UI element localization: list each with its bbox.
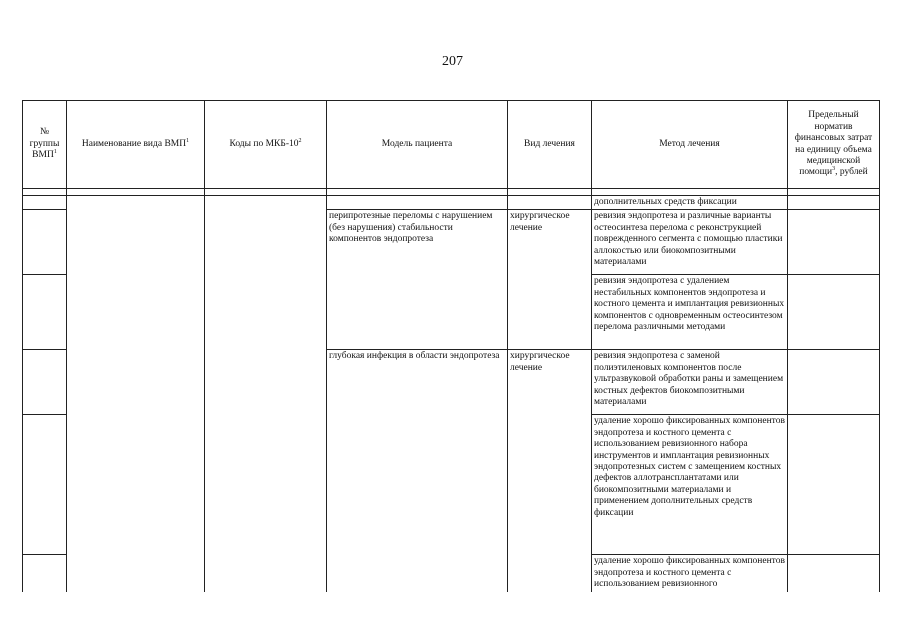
treatment-type-cell: хирургическое лечение: [508, 350, 592, 592]
spacer-row: [23, 189, 880, 196]
header-row: [23, 101, 880, 189]
patient-model-cell: перипротезные переломы с нарушением (без нарушения) стабильности компонентов эндопротеза: [327, 210, 508, 350]
patient-model-cell: глубокая инфекция в области эндопротеза: [327, 350, 508, 592]
method-cell: ревизия эндопротеза с заменой полиэтиленовых компонентов после ультразвуковой обработки раны и замещением костных дефектов биокомпозитными материалами: [592, 350, 788, 415]
method-cell: удаление хорошо фиксированных компонентов эндопротеза и костного цемента с использованием ревизионного: [592, 555, 788, 592]
table-row: [23, 196, 880, 210]
header-cost-norm: Предельный норматив финансовых затрат на единицу объема медицинской помощи$^3$, рублей: [788, 101, 880, 189]
method-cell: ревизия эндопротеза и различные варианты остеосинтеза перелома с реконструкцией поврежденного сегмента с помощью пластики аллокостью или биокомпозитными материалами: [592, 210, 788, 275]
vmp-table: [22, 100, 880, 592]
header-group-no: № группы ВМП$^1$: [23, 101, 67, 189]
treatment-type-cell: хирургическое лечение: [508, 210, 592, 350]
method-cell: удаление хорошо фиксированных компонентов эндопротеза и костного цемента с использованием ревизионного набора инструментов и имплантация ревизионных эндопротезных систем с замещением костных дефектов аллотрансплантатами или биокомпозитными материалами и применением дополнительных средств фиксации: [592, 415, 788, 555]
page-number: 207: [442, 54, 463, 69]
header-icd-codes: Коды по МКБ-$10^2$: [205, 101, 327, 189]
method-cell: дополнительных средств фиксации: [592, 196, 788, 210]
header-vmp-name: Наименование вида ВМП$^1$: [67, 101, 205, 189]
method-cell: ревизия эндопротеза с удалением нестабильных компонентов эндопротеза и костного цемента и имплантация ревизионных компонентов с одновременным остеосинтезом перелома различными методами: [592, 275, 788, 350]
header-treatment-method: Метод лечения: [592, 101, 788, 189]
header-patient-model: Модель пациента: [327, 101, 508, 189]
header-treatment-type: Вид лечения: [508, 101, 592, 189]
